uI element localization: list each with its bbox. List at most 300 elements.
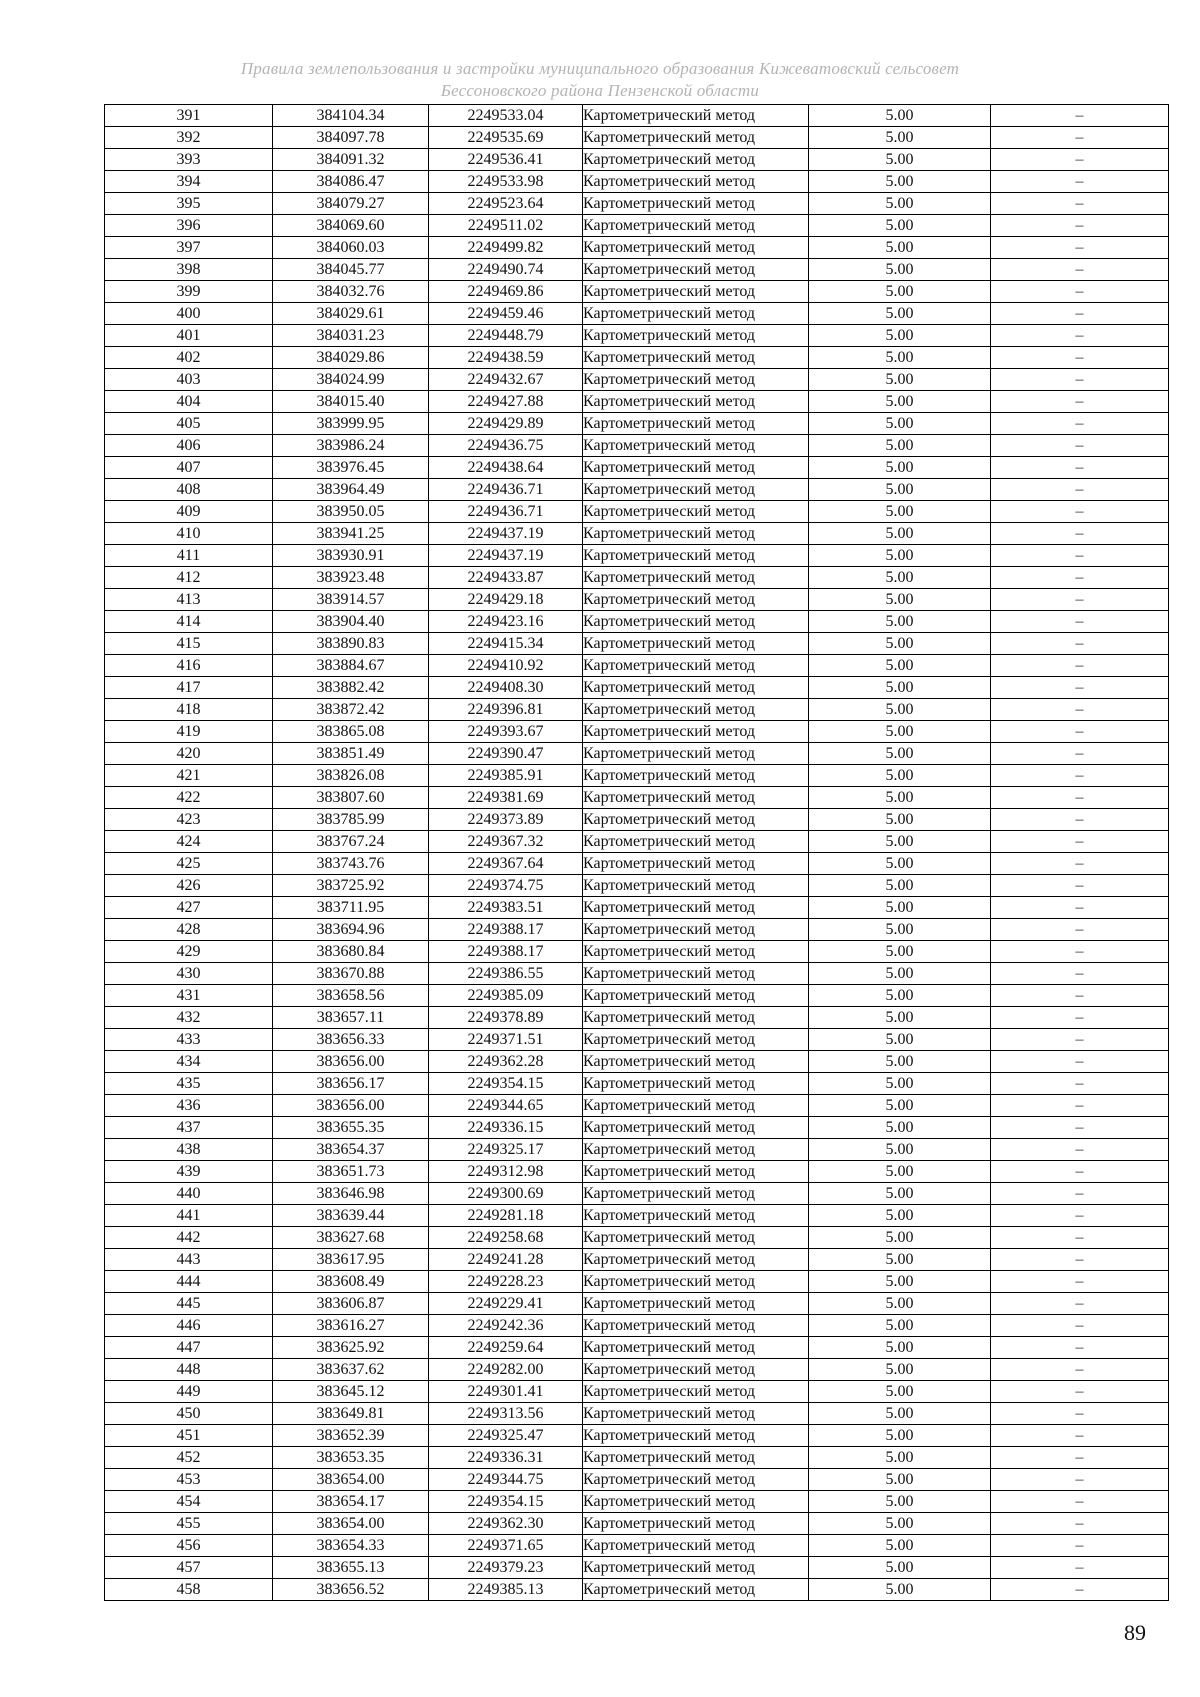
x-coordinate-cell: 384086.47 (273, 171, 429, 193)
method-cell: Картометрический метод (583, 1381, 809, 1403)
x-coordinate-cell: 383656.17 (273, 1073, 429, 1095)
x-coordinate-cell: 383654.00 (273, 1469, 429, 1491)
note-cell: – (991, 1557, 1169, 1579)
y-coordinate-cell: 2249427.88 (429, 391, 583, 413)
x-coordinate-cell: 384031.23 (273, 325, 429, 347)
y-coordinate-cell: 2249362.28 (429, 1051, 583, 1073)
accuracy-cell: 5.00 (809, 831, 991, 853)
point-number-cell: 439 (105, 1161, 273, 1183)
method-cell: Картометрический метод (583, 853, 809, 875)
point-number-cell: 431 (105, 985, 273, 1007)
x-coordinate-cell: 384032.76 (273, 281, 429, 303)
x-coordinate-cell: 383950.05 (273, 501, 429, 523)
method-cell: Картометрический метод (583, 1403, 809, 1425)
y-coordinate-cell: 2249438.64 (429, 457, 583, 479)
method-cell: Картометрический метод (583, 303, 809, 325)
point-number-cell: 442 (105, 1227, 273, 1249)
y-coordinate-cell: 2249383.51 (429, 897, 583, 919)
y-coordinate-cell: 2249385.91 (429, 765, 583, 787)
table-row (105, 105, 1169, 127)
x-coordinate-cell: 383767.24 (273, 831, 429, 853)
note-cell: – (991, 1249, 1169, 1271)
x-coordinate-cell: 383656.52 (273, 1579, 429, 1601)
table-row (105, 1117, 1169, 1139)
x-coordinate-cell: 383999.95 (273, 413, 429, 435)
table-row (105, 1029, 1169, 1051)
point-number-cell: 392 (105, 127, 273, 149)
x-coordinate-cell: 384060.03 (273, 237, 429, 259)
x-coordinate-cell: 383639.44 (273, 1205, 429, 1227)
x-coordinate-cell: 383743.76 (273, 853, 429, 875)
note-cell: – (991, 1205, 1169, 1227)
point-number-cell: 414 (105, 611, 273, 633)
accuracy-cell: 5.00 (809, 127, 991, 149)
accuracy-cell: 5.00 (809, 1139, 991, 1161)
table-row (105, 853, 1169, 875)
y-coordinate-cell: 2249523.64 (429, 193, 583, 215)
table-row (105, 259, 1169, 281)
point-number-cell: 447 (105, 1337, 273, 1359)
table-row (105, 435, 1169, 457)
method-cell: Картометрический метод (583, 149, 809, 171)
y-coordinate-cell: 2249438.59 (429, 347, 583, 369)
table-row (105, 193, 1169, 215)
accuracy-cell: 5.00 (809, 655, 991, 677)
accuracy-cell: 5.00 (809, 523, 991, 545)
note-cell: – (991, 1117, 1169, 1139)
x-coordinate-cell: 383904.40 (273, 611, 429, 633)
point-number-cell: 417 (105, 677, 273, 699)
point-number-cell: 452 (105, 1447, 273, 1469)
y-coordinate-cell: 2249396.81 (429, 699, 583, 721)
accuracy-cell: 5.00 (809, 215, 991, 237)
x-coordinate-cell: 383654.00 (273, 1513, 429, 1535)
y-coordinate-cell: 2249241.28 (429, 1249, 583, 1271)
accuracy-cell: 5.00 (809, 787, 991, 809)
method-cell: Картометрический метод (583, 1183, 809, 1205)
accuracy-cell: 5.00 (809, 1557, 991, 1579)
accuracy-cell: 5.00 (809, 589, 991, 611)
accuracy-cell: 5.00 (809, 171, 991, 193)
method-cell: Картометрический метод (583, 1139, 809, 1161)
accuracy-cell: 5.00 (809, 897, 991, 919)
y-coordinate-cell: 2249379.23 (429, 1557, 583, 1579)
method-cell: Картометрический метод (583, 1095, 809, 1117)
method-cell: Картометрический метод (583, 699, 809, 721)
x-coordinate-cell: 383637.62 (273, 1359, 429, 1381)
y-coordinate-cell: 2249423.16 (429, 611, 583, 633)
method-cell: Картометрический метод (583, 391, 809, 413)
y-coordinate-cell: 2249408.30 (429, 677, 583, 699)
point-number-cell: 406 (105, 435, 273, 457)
method-cell: Картометрический метод (583, 1535, 809, 1557)
note-cell: – (991, 193, 1169, 215)
note-cell: – (991, 149, 1169, 171)
point-number-cell: 438 (105, 1139, 273, 1161)
table-row (105, 523, 1169, 545)
point-number-cell: 432 (105, 1007, 273, 1029)
point-number-cell: 423 (105, 809, 273, 831)
method-cell: Картометрический метод (583, 281, 809, 303)
table-row (105, 677, 1169, 699)
method-cell: Картометрический метод (583, 193, 809, 215)
accuracy-cell: 5.00 (809, 1161, 991, 1183)
x-coordinate-cell: 383608.49 (273, 1271, 429, 1293)
point-number-cell: 446 (105, 1315, 273, 1337)
note-cell: – (991, 1513, 1169, 1535)
note-cell: – (991, 875, 1169, 897)
y-coordinate-cell: 2249429.18 (429, 589, 583, 611)
method-cell: Картометрический метод (583, 743, 809, 765)
note-cell: – (991, 721, 1169, 743)
accuracy-cell: 5.00 (809, 1359, 991, 1381)
note-cell: – (991, 1161, 1169, 1183)
note-cell: – (991, 1315, 1169, 1337)
note-cell: – (991, 677, 1169, 699)
note-cell: – (991, 1579, 1169, 1601)
y-coordinate-cell: 2249433.87 (429, 567, 583, 589)
table-row (105, 919, 1169, 941)
point-number-cell: 403 (105, 369, 273, 391)
accuracy-cell: 5.00 (809, 325, 991, 347)
y-coordinate-cell: 2249313.56 (429, 1403, 583, 1425)
y-coordinate-cell: 2249371.51 (429, 1029, 583, 1051)
note-cell: – (991, 1491, 1169, 1513)
table-row (105, 1139, 1169, 1161)
x-coordinate-cell: 384015.40 (273, 391, 429, 413)
table-row (105, 897, 1169, 919)
point-number-cell: 424 (105, 831, 273, 853)
point-number-cell: 440 (105, 1183, 273, 1205)
accuracy-cell: 5.00 (809, 1579, 991, 1601)
accuracy-cell: 5.00 (809, 919, 991, 941)
x-coordinate-cell: 383654.33 (273, 1535, 429, 1557)
y-coordinate-cell: 2249325.47 (429, 1425, 583, 1447)
note-cell: – (991, 963, 1169, 985)
accuracy-cell: 5.00 (809, 1007, 991, 1029)
y-coordinate-cell: 2249388.17 (429, 919, 583, 941)
accuracy-cell: 5.00 (809, 1315, 991, 1337)
method-cell: Картометрический метод (583, 1557, 809, 1579)
method-cell: Картометрический метод (583, 523, 809, 545)
method-cell: Картометрический метод (583, 611, 809, 633)
note-cell: – (991, 1227, 1169, 1249)
point-number-cell: 443 (105, 1249, 273, 1271)
method-cell: Картометрический метод (583, 1161, 809, 1183)
point-number-cell: 450 (105, 1403, 273, 1425)
table-row (105, 1447, 1169, 1469)
x-coordinate-cell: 383606.87 (273, 1293, 429, 1315)
header-line-1: Правила землепользования и застройки муниципального образования Кижеватовский сельсовет (240, 59, 960, 78)
table-row (105, 1161, 1169, 1183)
x-coordinate-cell: 383652.39 (273, 1425, 429, 1447)
method-cell: Картометрический метод (583, 1029, 809, 1051)
table-row (105, 1403, 1169, 1425)
point-number-cell: 399 (105, 281, 273, 303)
x-coordinate-cell: 383646.98 (273, 1183, 429, 1205)
note-cell: – (991, 897, 1169, 919)
y-coordinate-cell: 2249499.82 (429, 237, 583, 259)
point-number-cell: 456 (105, 1535, 273, 1557)
accuracy-cell: 5.00 (809, 1249, 991, 1271)
y-coordinate-cell: 2249228.23 (429, 1271, 583, 1293)
note-cell: – (991, 787, 1169, 809)
method-cell: Картометрический метод (583, 545, 809, 567)
point-number-cell: 449 (105, 1381, 273, 1403)
x-coordinate-cell: 384079.27 (273, 193, 429, 215)
point-number-cell: 454 (105, 1491, 273, 1513)
accuracy-cell: 5.00 (809, 457, 991, 479)
y-coordinate-cell: 2249336.31 (429, 1447, 583, 1469)
point-number-cell: 421 (105, 765, 273, 787)
table-row (105, 237, 1169, 259)
point-number-cell: 391 (105, 105, 273, 127)
note-cell: – (991, 567, 1169, 589)
point-number-cell: 396 (105, 215, 273, 237)
accuracy-cell: 5.00 (809, 1425, 991, 1447)
table-row (105, 1227, 1169, 1249)
table-row (105, 501, 1169, 523)
method-cell: Картометрический метод (583, 1447, 809, 1469)
accuracy-cell: 5.00 (809, 1095, 991, 1117)
note-cell: – (991, 1051, 1169, 1073)
x-coordinate-cell: 384024.99 (273, 369, 429, 391)
accuracy-cell: 5.00 (809, 567, 991, 589)
accuracy-cell: 5.00 (809, 237, 991, 259)
point-number-cell: 427 (105, 897, 273, 919)
x-coordinate-cell: 383711.95 (273, 897, 429, 919)
note-cell: – (991, 1183, 1169, 1205)
table-row (105, 941, 1169, 963)
y-coordinate-cell: 2249415.34 (429, 633, 583, 655)
method-cell: Картометрический метод (583, 985, 809, 1007)
point-number-cell: 410 (105, 523, 273, 545)
method-cell: Картометрический метод (583, 479, 809, 501)
table-row (105, 1073, 1169, 1095)
table-row (105, 457, 1169, 479)
point-number-cell: 448 (105, 1359, 273, 1381)
method-cell: Картометрический метод (583, 413, 809, 435)
note-cell: – (991, 1469, 1169, 1491)
y-coordinate-cell: 2249258.68 (429, 1227, 583, 1249)
point-number-cell: 458 (105, 1579, 273, 1601)
point-number-cell: 429 (105, 941, 273, 963)
table-row (105, 721, 1169, 743)
accuracy-cell: 5.00 (809, 633, 991, 655)
table-row (105, 215, 1169, 237)
point-number-cell: 426 (105, 875, 273, 897)
x-coordinate-cell: 384045.77 (273, 259, 429, 281)
table-row (105, 281, 1169, 303)
method-cell: Картометрический метод (583, 347, 809, 369)
table-row (105, 589, 1169, 611)
note-cell: – (991, 1293, 1169, 1315)
table-row (105, 611, 1169, 633)
table-row (105, 699, 1169, 721)
note-cell: – (991, 1535, 1169, 1557)
accuracy-cell: 5.00 (809, 1117, 991, 1139)
page-number: 89 (1124, 1620, 1146, 1645)
x-coordinate-cell: 383627.68 (273, 1227, 429, 1249)
table-row (105, 1513, 1169, 1535)
table-row (105, 413, 1169, 435)
x-coordinate-cell: 383914.57 (273, 589, 429, 611)
y-coordinate-cell: 2249301.41 (429, 1381, 583, 1403)
accuracy-cell: 5.00 (809, 1271, 991, 1293)
table-row (105, 1095, 1169, 1117)
point-number-cell: 455 (105, 1513, 273, 1535)
x-coordinate-cell: 383851.49 (273, 743, 429, 765)
table-row (105, 1557, 1169, 1579)
point-number-cell: 397 (105, 237, 273, 259)
table-row (105, 963, 1169, 985)
note-cell: – (991, 413, 1169, 435)
y-coordinate-cell: 2249533.98 (429, 171, 583, 193)
table-row (105, 127, 1169, 149)
accuracy-cell: 5.00 (809, 941, 991, 963)
table-row (105, 1183, 1169, 1205)
y-coordinate-cell: 2249354.15 (429, 1491, 583, 1513)
x-coordinate-cell: 383657.11 (273, 1007, 429, 1029)
y-coordinate-cell: 2249410.92 (429, 655, 583, 677)
note-cell: – (991, 919, 1169, 941)
y-coordinate-cell: 2249459.46 (429, 303, 583, 325)
y-coordinate-cell: 2249354.15 (429, 1073, 583, 1095)
x-coordinate-cell: 383882.42 (273, 677, 429, 699)
accuracy-cell: 5.00 (809, 1381, 991, 1403)
y-coordinate-cell: 2249390.47 (429, 743, 583, 765)
point-number-cell: 411 (105, 545, 273, 567)
point-number-cell: 402 (105, 347, 273, 369)
table-row (105, 303, 1169, 325)
table-row (105, 479, 1169, 501)
y-coordinate-cell: 2249432.67 (429, 369, 583, 391)
y-coordinate-cell: 2249448.79 (429, 325, 583, 347)
accuracy-cell: 5.00 (809, 1293, 991, 1315)
method-cell: Картометрический метод (583, 897, 809, 919)
note-cell: – (991, 369, 1169, 391)
table-row (105, 1381, 1169, 1403)
y-coordinate-cell: 2249436.71 (429, 479, 583, 501)
accuracy-cell: 5.00 (809, 809, 991, 831)
point-number-cell: 457 (105, 1557, 273, 1579)
accuracy-cell: 5.00 (809, 1403, 991, 1425)
accuracy-cell: 5.00 (809, 1205, 991, 1227)
x-coordinate-cell: 383890.83 (273, 633, 429, 655)
header-line-2: Бессоновского района Пензенской области (440, 81, 760, 100)
point-number-cell: 393 (105, 149, 273, 171)
accuracy-cell: 5.00 (809, 721, 991, 743)
y-coordinate-cell: 2249344.75 (429, 1469, 583, 1491)
note-cell: – (991, 1337, 1169, 1359)
accuracy-cell: 5.00 (809, 435, 991, 457)
method-cell: Картометрический метод (583, 963, 809, 985)
table-row (105, 809, 1169, 831)
y-coordinate-cell: 2249385.13 (429, 1579, 583, 1601)
method-cell: Картометрический метод (583, 171, 809, 193)
point-number-cell: 407 (105, 457, 273, 479)
point-number-cell: 413 (105, 589, 273, 611)
accuracy-cell: 5.00 (809, 391, 991, 413)
method-cell: Картометрический метод (583, 765, 809, 787)
point-number-cell: 451 (105, 1425, 273, 1447)
document-header (0, 58, 1200, 102)
method-cell: Картометрический метод (583, 787, 809, 809)
accuracy-cell: 5.00 (809, 1051, 991, 1073)
table-row (105, 1315, 1169, 1337)
method-cell: Картометрический метод (583, 1051, 809, 1073)
table-row (105, 1337, 1169, 1359)
y-coordinate-cell: 2249325.17 (429, 1139, 583, 1161)
point-number-cell: 441 (105, 1205, 273, 1227)
point-number-cell: 418 (105, 699, 273, 721)
table-row (105, 567, 1169, 589)
note-cell: – (991, 1095, 1169, 1117)
x-coordinate-cell: 384097.78 (273, 127, 429, 149)
point-number-cell: 412 (105, 567, 273, 589)
accuracy-cell: 5.00 (809, 765, 991, 787)
y-coordinate-cell: 2249371.65 (429, 1535, 583, 1557)
x-coordinate-cell: 383655.35 (273, 1117, 429, 1139)
note-cell: – (991, 743, 1169, 765)
table-row (105, 787, 1169, 809)
y-coordinate-cell: 2249242.36 (429, 1315, 583, 1337)
x-coordinate-cell: 383930.91 (273, 545, 429, 567)
accuracy-cell: 5.00 (809, 611, 991, 633)
x-coordinate-cell: 383658.56 (273, 985, 429, 1007)
table-row (105, 1579, 1169, 1601)
note-cell: – (991, 853, 1169, 875)
x-coordinate-cell: 383617.95 (273, 1249, 429, 1271)
note-cell: – (991, 171, 1169, 193)
note-cell: – (991, 127, 1169, 149)
point-number-cell: 430 (105, 963, 273, 985)
x-coordinate-cell: 383670.88 (273, 963, 429, 985)
point-number-cell: 434 (105, 1051, 273, 1073)
note-cell: – (991, 1381, 1169, 1403)
point-number-cell: 409 (105, 501, 273, 523)
x-coordinate-cell: 383656.00 (273, 1051, 429, 1073)
x-coordinate-cell: 383654.37 (273, 1139, 429, 1161)
accuracy-cell: 5.00 (809, 303, 991, 325)
method-cell: Картометрический метод (583, 1249, 809, 1271)
x-coordinate-cell: 383941.25 (273, 523, 429, 545)
y-coordinate-cell: 2249259.64 (429, 1337, 583, 1359)
x-coordinate-cell: 383625.92 (273, 1337, 429, 1359)
accuracy-cell: 5.00 (809, 1491, 991, 1513)
y-coordinate-cell: 2249386.55 (429, 963, 583, 985)
y-coordinate-cell: 2249229.41 (429, 1293, 583, 1315)
accuracy-cell: 5.00 (809, 413, 991, 435)
point-number-cell: 419 (105, 721, 273, 743)
method-cell: Картометрический метод (583, 1007, 809, 1029)
x-coordinate-cell: 383616.27 (273, 1315, 429, 1337)
note-cell: – (991, 831, 1169, 853)
point-number-cell: 408 (105, 479, 273, 501)
table-row (105, 1359, 1169, 1381)
note-cell: – (991, 347, 1169, 369)
method-cell: Картометрический метод (583, 457, 809, 479)
point-number-cell: 445 (105, 1293, 273, 1315)
y-coordinate-cell: 2249490.74 (429, 259, 583, 281)
method-cell: Картометрический метод (583, 1293, 809, 1315)
x-coordinate-cell: 384104.34 (273, 105, 429, 127)
point-number-cell: 420 (105, 743, 273, 765)
accuracy-cell: 5.00 (809, 1227, 991, 1249)
y-coordinate-cell: 2249367.32 (429, 831, 583, 853)
method-cell: Картометрический метод (583, 941, 809, 963)
method-cell: Картометрический метод (583, 237, 809, 259)
